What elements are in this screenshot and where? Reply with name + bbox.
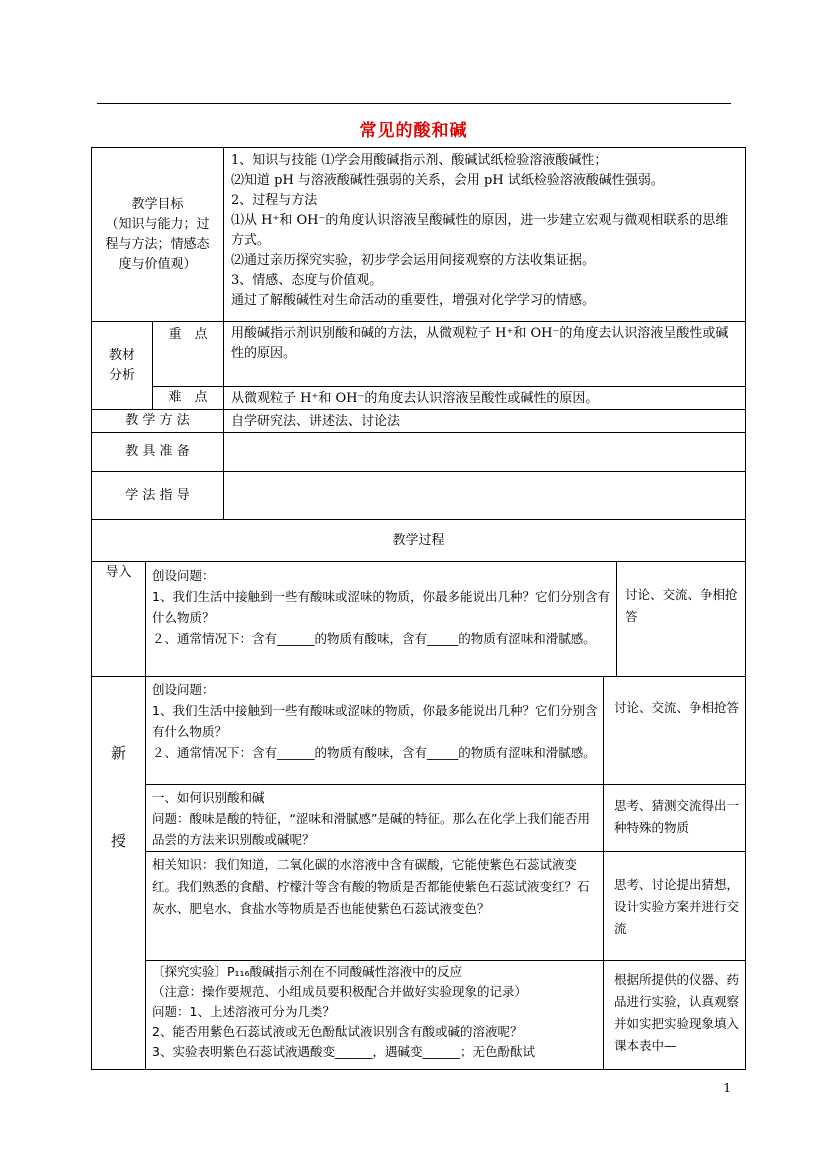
objectives-line: ⑴从 H⁺和 OH⁻的角度认识溶液呈酸碱性的原因，进一步建立宏观与微观相联系的思维方式。 (231, 213, 729, 248)
new-lesson-label-char: 新 (110, 744, 126, 762)
new-lesson-content: 〔探究实验〕P₁₁₆酸碱指示剂在不同酸碱性溶液中的反应 （注意：操作要规范、小组成员要积极配合并做好实验现象的记录） 问题：1、上述溶液可分为几类？ 2、能否用紫色石蕊试液或无色酚酞试液识别含有酸或碱的溶液呢？ 3、实验表明紫色石蕊试液遇酸变______，遇碱变______；无色酚酞试 (145, 960, 604, 1070)
objectives-line: 3、情感、态度与价值观。 (231, 273, 383, 288)
objectives-line: 通过了解酸碱性对生命活动的重要性，增强对化学学习的情感。 (231, 293, 596, 308)
page-title: 常见的酸和碱 (359, 121, 468, 141)
difficulty-label: 难 点 (152, 386, 224, 410)
objectives-line: 1、知识与技能 ⑴学会用酸碱指示剂、酸碱试纸检验溶液酸碱性； (231, 153, 608, 168)
intro-content: 创设问题： 1、我们生活中接触到一些有酸味或涩味的物质，你最多能说出几种？它们分别含有什么物质？ ２、通常情况下：含有______的物质有酸味，含有_____的物质有涩味和滑腻感。 (145, 561, 617, 677)
key-points-text: 用酸碱指示剂识别酸和碱的方法，从微观粒子 H⁺和 OH⁻的角度去认识溶液呈酸性或碱性的原因。 (223, 321, 746, 387)
objectives-label: 教学目标 （知识与能力；过程与方法；情感态度与价值观） (91, 147, 224, 322)
process-title: 教学过程 (91, 519, 746, 562)
new-lesson-activity: 思考、猜测交流得出一种特殊的物质 (603, 784, 746, 852)
guide-label: 学 法 指 导 (91, 471, 224, 520)
new-lesson-activity: 思考、讨论提出猜想，设计实验方案并进行交流 (603, 851, 746, 961)
objectives-content (223, 147, 746, 322)
new-lesson-label (91, 676, 146, 1070)
objectives-line: ⑵通过亲历探究实验，初步学会运用间接观察的方法收集证据。 (231, 253, 596, 268)
key-points-label: 重 点 (152, 321, 224, 387)
objectives-line: ⑵知道 pH 与溶液酸碱性强弱的关系，会用 pH 试纸检验溶液酸碱性强弱。 (231, 173, 664, 188)
methods-value: 自学研究法、讲述法、讨论法 (223, 409, 746, 433)
difficulty-text: 从微观粒子 H⁺和 OH⁻的角度去认识溶液呈酸性或碱性的原因。 (223, 386, 746, 410)
page-number: 1 (723, 1081, 731, 1095)
guide-value (223, 471, 746, 520)
new-lesson-label-char: 授 (110, 832, 126, 850)
new-lesson-content: 一、如何识别酸和碱 问题：酸味是酸的特征，“涩味和滑腻感”是碱的特征。那么在化学上我们能否用品尝的方法来识别酸或碱呢？ (145, 784, 604, 852)
new-lesson-activity: 根据所提供的仪器、药品进行实验，认真观察并如实把实验现象填入课本表中— (603, 960, 746, 1070)
intro-activity: 讨论、交流、争相抢答 (616, 561, 746, 677)
intro-label: 导入 (91, 561, 146, 677)
new-lesson-activity: 讨论、交流、争相抢答 (603, 676, 746, 785)
analysis-label: 教材分析 (91, 321, 153, 410)
tools-value (223, 432, 746, 472)
new-lesson-content: 创设问题： 1、我们生活中接触到一些有酸味或涩味的物质，你最多能说出几种？它们分别含有什么物质？ ２、通常情况下：含有______的物质有酸味，含有_____的物质有涩味和滑腻感。 (145, 676, 604, 785)
tools-label: 教 具 准 备 (91, 432, 224, 472)
objectives-line: 2、过程与方法 (231, 193, 318, 208)
new-lesson-content: 相关知识：我们知道，二氧化碳的水溶液中含有碳酸，它能使紫色石蕊试液变红。我们熟悉的食醋、柠檬汁等含有酸的物质是否都能使紫色石蕊试液变红？石灰水、肥皂水、食盐水等物质是否也能使紫色石蕊试液变色？ (145, 851, 604, 961)
header-rule (97, 103, 731, 104)
methods-label: 教 学 方 法 (91, 409, 224, 433)
